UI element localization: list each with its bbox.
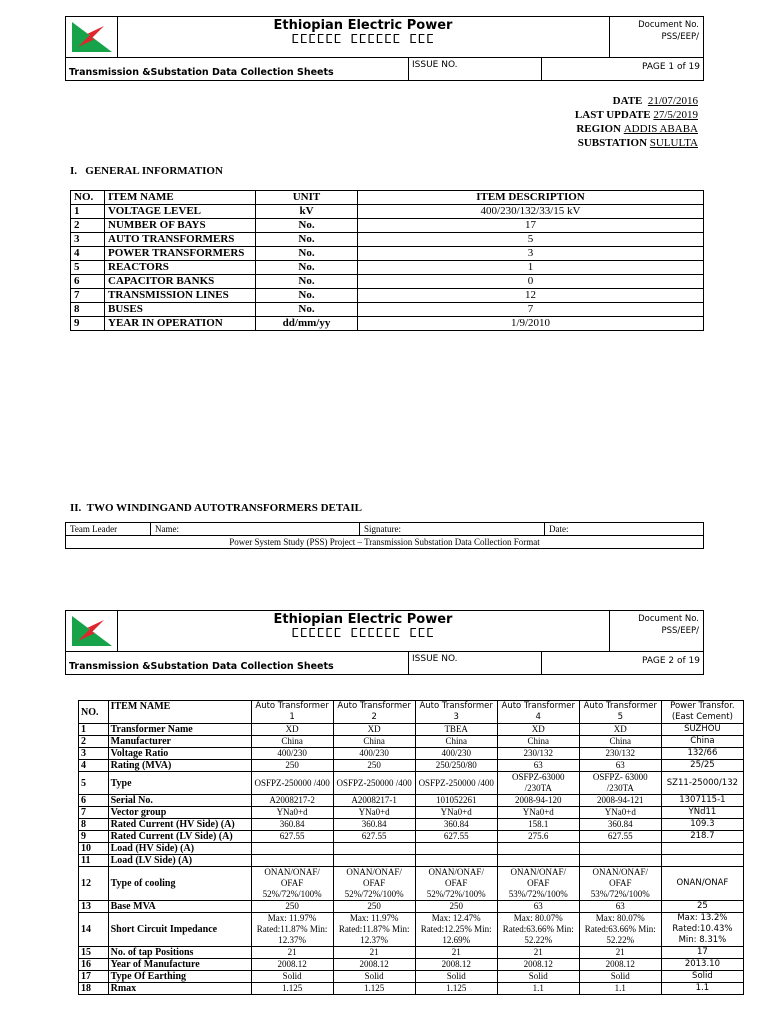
transformer-row: [79, 795, 744, 807]
cell-item-name: Type: [108, 772, 251, 795]
company-name-amharic: ⵎⵎⵎⵎⵎⵎ ⵎⵎⵎⵎⵎⵎ ⵎⵎⵎ: [291, 626, 435, 640]
cell-item-name: REACTORS: [105, 261, 256, 275]
eep-logo: [66, 611, 118, 651]
transformer-row: [79, 901, 744, 913]
cell-value: YNa0+d: [415, 807, 497, 819]
cell-value: YNa0+d: [251, 807, 333, 819]
cell-no: 13: [79, 901, 109, 913]
cell-value: Max: 80.07% Rated:63.66% Min: 52.22%: [579, 913, 661, 947]
cell-value: 275.6: [497, 831, 579, 843]
cell-item-name: No. of tap Positions: [108, 947, 251, 959]
cell-value: China: [579, 736, 661, 748]
cell-value: 218.7: [661, 831, 743, 843]
cell-value: 360.84: [333, 819, 415, 831]
general-row: [71, 205, 704, 219]
cell-value: 250: [251, 760, 333, 772]
cell-value: ONAN/ONAF/ OFAF 52%/72%/100%: [251, 867, 333, 901]
cell-value: 230/132: [497, 748, 579, 760]
cell-value: 2008-94-120: [497, 795, 579, 807]
general-row: [71, 219, 704, 233]
cell-value: 63: [579, 901, 661, 913]
cell-no: 6: [79, 795, 109, 807]
cell-value: ONAN/ONAF/ OFAF 52%/72%/100%: [333, 867, 415, 901]
page-footer: Power System Study (PSS) Project – Transmission Substation Data Collection Format: [66, 536, 704, 549]
cell-value: XD: [333, 724, 415, 736]
sheet-subtitle: Transmission &Substation Data Collection Sheets: [69, 661, 334, 672]
cell-value: OSFPZ-250000 /400: [415, 772, 497, 795]
cell-value: 250: [333, 901, 415, 913]
cell-item-name: Short Circuit Impedance: [108, 913, 251, 947]
page-number: PAGE 2 of 19: [541, 652, 705, 675]
cell-value: 250: [415, 901, 497, 913]
col-no: NO.: [71, 191, 105, 205]
cell-value: [333, 855, 415, 867]
cell-value: [579, 855, 661, 867]
cell-no: 18: [79, 983, 109, 995]
cell-value: ONAN/ONAF/ OFAF 53%/72%/100%: [497, 867, 579, 901]
cell-value: 360.84: [251, 819, 333, 831]
header-title: [117, 611, 610, 651]
cell-value: 627.55: [251, 831, 333, 843]
transformer-row: [79, 843, 744, 855]
cell-value: 250: [251, 901, 333, 913]
cell-description: 400/230/132/33/15 kV: [358, 205, 704, 219]
cell-item-name: Manufacturer: [108, 736, 251, 748]
cell-no: 1: [71, 205, 105, 219]
cell-value: OSFPZ- 63000 /230TA: [579, 772, 661, 795]
cell-description: 5: [358, 233, 704, 247]
cell-item-name: Base MVA: [108, 901, 251, 913]
general-row: [71, 289, 704, 303]
transformers-detail-table: [78, 700, 744, 995]
transformer-header-cell: NO.: [79, 701, 109, 724]
cell-value: SUZHOU: [661, 724, 743, 736]
general-information-table: [70, 190, 704, 331]
cell-value: [415, 855, 497, 867]
cell-unit: No.: [256, 261, 358, 275]
cell-value: [251, 855, 333, 867]
sheet-subtitle: Transmission &Substation Data Collection Sheets: [69, 67, 334, 78]
cell-value: Solid: [497, 971, 579, 983]
transformer-row: [79, 959, 744, 971]
cell-no: 4: [71, 247, 105, 261]
cell-value: 627.55: [333, 831, 415, 843]
cell-value: [333, 843, 415, 855]
cell-value: OSFPZ-250000 /400: [251, 772, 333, 795]
cell-value: OSFPZ-63000 /230TA: [497, 772, 579, 795]
cell-value: 101052261: [415, 795, 497, 807]
cell-value: [661, 843, 743, 855]
cell-item-name: BUSES: [105, 303, 256, 317]
cell-item-name: AUTO TRANSFORMERS: [105, 233, 256, 247]
cell-value: 17: [661, 947, 743, 959]
cell-value: YNa0+d: [497, 807, 579, 819]
transformer-row: [79, 736, 744, 748]
cell-item-name: NUMBER OF BAYS: [105, 219, 256, 233]
cell-item-name: Rating (MVA): [108, 760, 251, 772]
cell-value: 109.3: [661, 819, 743, 831]
cell-value: 360.84: [415, 819, 497, 831]
meta-region: REGION ADDIS ABABA: [576, 123, 698, 135]
team-signature-field: Signature:: [360, 523, 545, 536]
team-leader-label: Team Leader: [66, 523, 151, 536]
team-date-field: Date:: [545, 523, 704, 536]
cell-no: 14: [79, 913, 109, 947]
cell-unit: dd/mm/yy: [256, 317, 358, 331]
transformer-row: [79, 819, 744, 831]
cell-value: Max: 12.47% Rated:12.25% Min: 12.69%: [415, 913, 497, 947]
cell-value: Max: 13.2% Rated:10.43% Min: 8.31%: [661, 913, 743, 947]
cell-value: ONAN/ONAF/ OFAF 53%/72%/100%: [579, 867, 661, 901]
transformer-row: [79, 947, 744, 959]
transformer-header-cell: Auto Transformer 4: [497, 701, 579, 724]
cell-value: 360.84: [579, 819, 661, 831]
general-row: [71, 261, 704, 275]
cell-no: 9: [79, 831, 109, 843]
cell-value: 1.125: [251, 983, 333, 995]
cell-item-name: POWER TRANSFORMERS: [105, 247, 256, 261]
header-title: [117, 17, 610, 57]
issue-number: ISSUE NO.: [408, 652, 540, 675]
company-name: Ethiopian Electric Power: [273, 18, 453, 33]
transformer-row: [79, 983, 744, 995]
cell-value: Solid: [579, 971, 661, 983]
cell-value: [661, 855, 743, 867]
cell-no: 16: [79, 959, 109, 971]
cell-value: ONAN/ONAF: [661, 867, 743, 901]
company-name-amharic: ⵎⵎⵎⵎⵎⵎ ⵎⵎⵎⵎⵎⵎ ⵎⵎⵎ: [291, 32, 435, 46]
cell-item-name: VOLTAGE LEVEL: [105, 205, 256, 219]
cell-value: A2008217-1: [333, 795, 415, 807]
cell-no: 7: [79, 807, 109, 819]
transformer-row: [79, 772, 744, 795]
cell-item-name: Load (LV Side) (A): [108, 855, 251, 867]
transformer-row: [79, 913, 744, 947]
cell-no: 2: [79, 736, 109, 748]
cell-no: 1: [79, 724, 109, 736]
eep-logo: [66, 17, 118, 57]
cell-item-name: Type of cooling: [108, 867, 251, 901]
cell-value: 2008-94-121: [579, 795, 661, 807]
cell-value: 1.125: [333, 983, 415, 995]
cell-value: China: [661, 736, 743, 748]
transformer-row: [79, 724, 744, 736]
cell-value: YNd11: [661, 807, 743, 819]
cell-value: 21: [497, 947, 579, 959]
general-row: [71, 303, 704, 317]
col-unit: UNIT: [256, 191, 358, 205]
transformer-row: [79, 971, 744, 983]
cell-value: 63: [579, 760, 661, 772]
cell-value: 2008.12: [579, 959, 661, 971]
cell-unit: No.: [256, 303, 358, 317]
team-signature-table: [65, 522, 704, 549]
cell-value: 2008.12: [497, 959, 579, 971]
cell-value: 1.1: [661, 983, 743, 995]
cell-value: Solid: [333, 971, 415, 983]
transformer-row: [79, 831, 744, 843]
cell-no: 3: [79, 748, 109, 760]
cell-item-name: Load (HV Side) (A): [108, 843, 251, 855]
cell-value: 2013.10: [661, 959, 743, 971]
transformer-header-cell: Auto Transformer 1: [251, 701, 333, 724]
cell-no: 5: [79, 772, 109, 795]
cell-value: 25: [661, 901, 743, 913]
cell-value: China: [333, 736, 415, 748]
cell-value: 158.1: [497, 819, 579, 831]
cell-description: 1/9/2010: [358, 317, 704, 331]
meta-substation: SUBSTATION SULULTA: [577, 137, 698, 149]
cell-value: 230/132: [579, 748, 661, 760]
team-name-field: Name:: [151, 523, 360, 536]
cell-unit: No.: [256, 233, 358, 247]
cell-unit: No.: [256, 275, 358, 289]
cell-value: 627.55: [579, 831, 661, 843]
cell-unit: No.: [256, 219, 358, 233]
cell-value: [497, 843, 579, 855]
cell-no: 10: [79, 843, 109, 855]
cell-unit: No.: [256, 247, 358, 261]
cell-value: [415, 843, 497, 855]
cell-value: 400/230: [415, 748, 497, 760]
cell-value: Solid: [415, 971, 497, 983]
cell-value: 132/66: [661, 748, 743, 760]
issue-number: ISSUE NO.: [408, 58, 540, 81]
cell-value: China: [251, 736, 333, 748]
cell-no: 3: [71, 233, 105, 247]
cell-value: 400/230: [251, 748, 333, 760]
cell-description: 7: [358, 303, 704, 317]
cell-item-name: TRANSMISSION LINES: [105, 289, 256, 303]
cell-no: 7: [71, 289, 105, 303]
cell-no: 4: [79, 760, 109, 772]
cell-unit: kV: [256, 205, 358, 219]
cell-no: 5: [71, 261, 105, 275]
transformer-header-cell: Auto Transformer 5: [579, 701, 661, 724]
cell-value: XD: [579, 724, 661, 736]
cell-value: ONAN/ONAF/ OFAF 52%/72%/100%: [415, 867, 497, 901]
transformer-row: [79, 855, 744, 867]
cell-unit: No.: [256, 289, 358, 303]
cell-value: 1.125: [415, 983, 497, 995]
document-meta: [575, 94, 698, 150]
cell-value: 2008.12: [415, 959, 497, 971]
cell-item-name: Rated Current (HV Side) (A): [108, 819, 251, 831]
col-item-name: ITEM NAME: [105, 191, 256, 205]
transformer-row: [79, 748, 744, 760]
cell-no: 17: [79, 971, 109, 983]
cell-value: A2008217-2: [251, 795, 333, 807]
cell-value: XD: [251, 724, 333, 736]
cell-item-name: Transformer Name: [108, 724, 251, 736]
company-name: Ethiopian Electric Power: [273, 612, 453, 627]
cell-value: 63: [497, 760, 579, 772]
cell-value: [497, 855, 579, 867]
transformer-row: [79, 760, 744, 772]
cell-value: [579, 843, 661, 855]
cell-no: 11: [79, 855, 109, 867]
meta-date: DATE 21/07/2016: [612, 95, 698, 107]
cell-no: 9: [71, 317, 105, 331]
page-number: PAGE 1 of 19: [541, 58, 705, 81]
cell-value: 25/25: [661, 760, 743, 772]
lightning-logo-icon: [70, 20, 114, 54]
document-number-label: Document No.: [638, 614, 699, 624]
cell-value: [251, 843, 333, 855]
cell-value: 1.1: [497, 983, 579, 995]
cell-no: 2: [71, 219, 105, 233]
cell-value: Solid: [661, 971, 743, 983]
document-header-page1: [65, 16, 704, 81]
cell-value: TBEA: [415, 724, 497, 736]
transformer-header-cell: Power Transfor. (East Cement): [661, 701, 743, 724]
cell-item-name: Voltage Ratio: [108, 748, 251, 760]
cell-value: 250/250/80: [415, 760, 497, 772]
cell-item-name: Rated Current (LV Side) (A): [108, 831, 251, 843]
cell-value: 21: [251, 947, 333, 959]
document-number-value: PSS/EEP/: [661, 32, 699, 42]
transformer-header-cell: Auto Transformer 2: [333, 701, 415, 724]
cell-value: 2008.12: [333, 959, 415, 971]
cell-no: 15: [79, 947, 109, 959]
document-number: [543, 611, 703, 651]
cell-item-name: Serial No.: [108, 795, 251, 807]
general-row: [71, 247, 704, 261]
cell-value: Max: 11.97% Rated:11.87% Min: 12.37%: [251, 913, 333, 947]
transformer-row: [79, 867, 744, 901]
cell-item-name: Vector group: [108, 807, 251, 819]
cell-value: 63: [497, 901, 579, 913]
cell-value: XD: [497, 724, 579, 736]
transformer-header-cell: Auto Transformer 3: [415, 701, 497, 724]
lightning-logo-icon: [70, 614, 114, 648]
cell-value: 21: [333, 947, 415, 959]
meta-last-update: LAST UPDATE 27/5/2019: [574, 109, 698, 121]
cell-no: 8: [79, 819, 109, 831]
cell-value: YNa0+d: [333, 807, 415, 819]
cell-description: 17: [358, 219, 704, 233]
transformer-header-cell: ITEM NAME: [108, 701, 251, 724]
cell-value: 250: [333, 760, 415, 772]
cell-no: 8: [71, 303, 105, 317]
section-general-information: I. GENERAL INFORMATION: [70, 165, 223, 177]
cell-value: Solid: [251, 971, 333, 983]
cell-value: SZ11-25000/132: [661, 772, 743, 795]
cell-description: 3: [358, 247, 704, 261]
cell-value: 21: [579, 947, 661, 959]
cell-value: China: [497, 736, 579, 748]
cell-description: 1: [358, 261, 704, 275]
general-row: [71, 275, 704, 289]
cell-description: 0: [358, 275, 704, 289]
cell-item-name: YEAR IN OPERATION: [105, 317, 256, 331]
document-header-page2: [65, 610, 704, 675]
general-row: [71, 317, 704, 331]
document-number: [543, 17, 703, 57]
document-number-label: Document No.: [638, 20, 699, 30]
document-number-value: PSS/EEP/: [661, 626, 699, 636]
cell-description: 12: [358, 289, 704, 303]
cell-item-name: Rmax: [108, 983, 251, 995]
cell-value: OSFPZ-250000 /400: [333, 772, 415, 795]
cell-value: 1307115-1: [661, 795, 743, 807]
cell-item-name: Year of Manufacture: [108, 959, 251, 971]
section-transformers-detail: II. TWO WINDINGAND AUTOTRANSFORMERS DETAIL: [70, 502, 362, 514]
cell-value: 21: [415, 947, 497, 959]
transformer-row: [79, 807, 744, 819]
general-row: [71, 233, 704, 247]
col-item-description: ITEM DESCRIPTION: [358, 191, 704, 205]
cell-no: 12: [79, 867, 109, 901]
cell-value: 400/230: [333, 748, 415, 760]
cell-value: Max: 11.97% Rated:11.87% Min: 12.37%: [333, 913, 415, 947]
cell-value: YNa0+d: [579, 807, 661, 819]
cell-value: 627.55: [415, 831, 497, 843]
cell-value: 2008.12: [251, 959, 333, 971]
cell-item-name: CAPACITOR BANKS: [105, 275, 256, 289]
cell-value: Max: 80.07% Rated:63.66% Min: 52.22%: [497, 913, 579, 947]
cell-value: China: [415, 736, 497, 748]
cell-no: 6: [71, 275, 105, 289]
cell-value: 1.1: [579, 983, 661, 995]
cell-item-name: Type Of Earthing: [108, 971, 251, 983]
